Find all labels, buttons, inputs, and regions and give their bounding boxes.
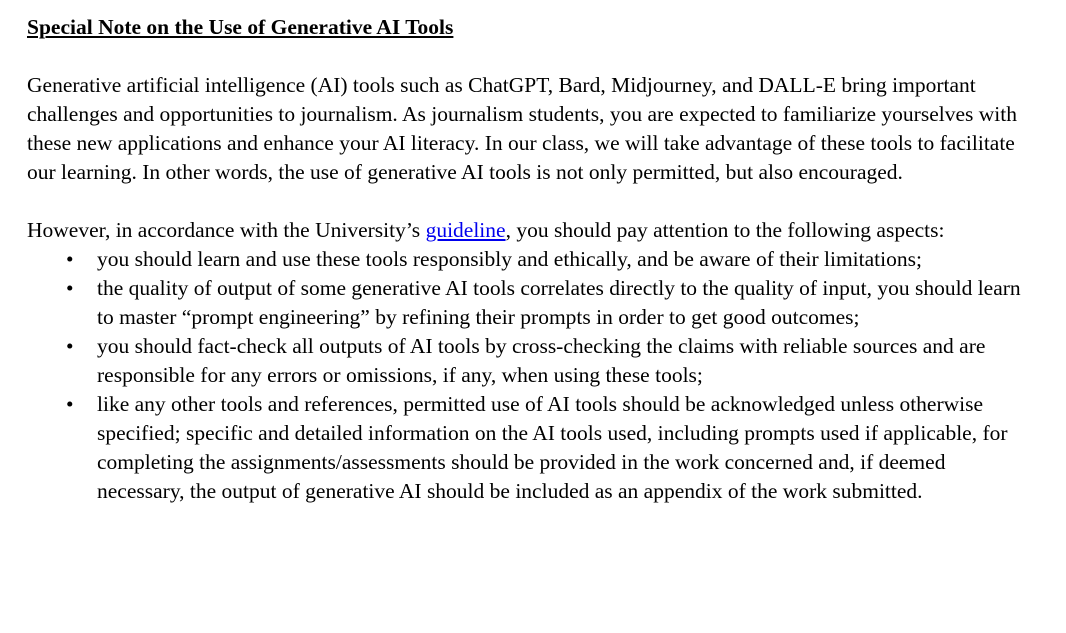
- guideline-link[interactable]: guideline: [425, 218, 506, 242]
- bullet-item: [27, 332, 1037, 390]
- bullet-list: [27, 245, 1037, 506]
- bullet-marker-icon: •: [66, 334, 74, 358]
- bullet-item-text: you should learn and use these tools responsibly and ethically, and be aware of their limitations;: [97, 247, 922, 271]
- bullet-marker-icon: •: [66, 392, 74, 416]
- intro-paragraph: Generative artificial intelligence (AI) tools such as ChatGPT, Bard, Midjourney, and DALL-E bring important challenges and opportunities to journalism. As journalism students, you are expected to familiarize yourselves with these new applications and enhance your AI literacy. In our class, we will take advantage of these tools to facilitate our learning. In other words, the use of generative AI tools is not only permitted, but also encouraged.: [27, 73, 1017, 184]
- bullet-item: [27, 390, 1037, 506]
- bullet-item: [27, 245, 1037, 274]
- bullet-item-text: you should fact-check all outputs of AI tools by cross-checking the claims with reliable sources and are responsible for any errors or omissions, if any, when using these tools;: [97, 334, 986, 387]
- bullet-marker-icon: •: [66, 247, 74, 271]
- bullet-item: [27, 274, 1037, 332]
- document-title: Special Note on the Use of Generative AI Tools: [27, 15, 454, 39]
- bullet-item-text: like any other tools and references, permitted use of AI tools should be acknowledged unless otherwise specified; specific and detailed information on the AI tools used, including prompts used if applicable, for completing the assignments/assessments should be provided in the work concerned and, if deemed necessary, the output of generative AI should be included as an appendix of the work submitted.: [97, 392, 1008, 503]
- bullet-item-text: the quality of output of some generative AI tools correlates directly to the quality of input, you should learn to master “prompt engineering” by refining their prompts in order to get good outcomes;: [97, 276, 1021, 329]
- bullet-marker-icon: •: [66, 276, 74, 300]
- guideline-paragraph: [27, 216, 1037, 245]
- guideline-paragraph-text-before: However, in accordance with the University’s: [27, 218, 426, 242]
- guideline-paragraph-text-after: , you should pay attention to the following aspects:: [505, 218, 945, 242]
